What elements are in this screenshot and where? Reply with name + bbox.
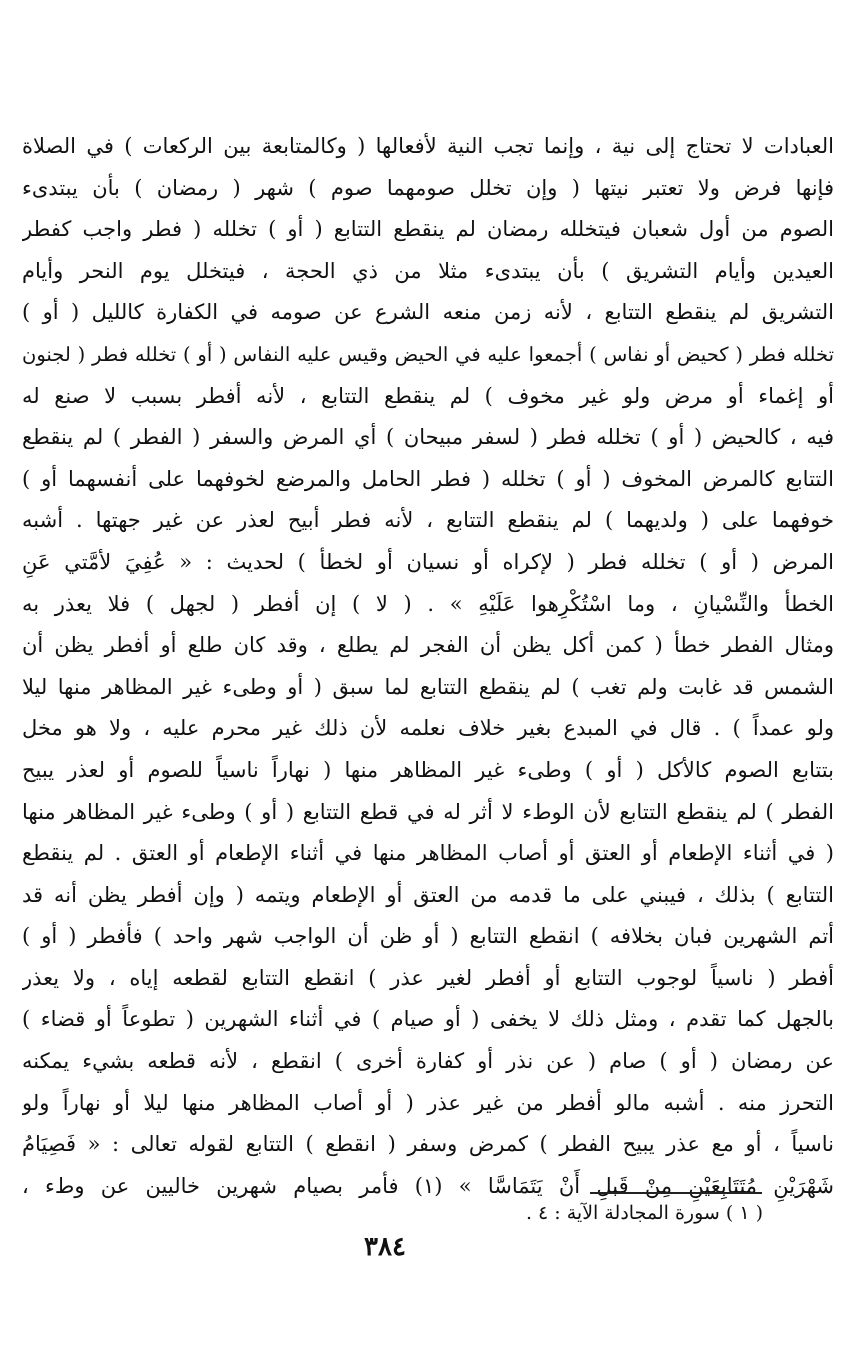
text-line: خوفهما على ( ولديهما ) لم ينقطع التتابع ، لأنه فطر أبيح لعذر عن غير جهتها . أشبه xyxy=(22,508,834,533)
page-number: ٣٨٤ xyxy=(364,1232,406,1262)
text-line: أو إغماء أو مرض ولو غير مخوف ) لم ينقطع التتابع ، لأنه أفطر بسبب لا صنع له xyxy=(22,383,834,408)
text-line: الخطأ والنِّسْيانِ ، وما اسْتُكْرِهوا عَلَيْهِ » . ( لا ) إن أفطر ( لجهل ) فلا يعذر به xyxy=(22,591,834,616)
body-text xyxy=(22,126,834,1207)
text-line: شَهْرَيْنِ مُتَتَابِعَيْنِ مِنْ قَبلِ أَنْ يَتَمَاسَّا » (١) فأمر بصيام شهرين خاليين عن وطء ، xyxy=(22,1173,834,1198)
text-line: ( في أثناء الإطعام أو العتق أو أصاب المظاهر منها في أثناء الإطعام أو العتق . لم ينقطع xyxy=(22,841,834,866)
text-line: أتم الشهرين فبان بخلافه ) انقطع التتابع ( أو ظن أن الواجب شهر واحد ) فأفطر ( أو ) xyxy=(22,924,834,949)
text-line: بتتابع الصوم كالأكل ( أو ) وطىء غير المظاهر منها ( نهاراً ناسياً للصوم أو لعذر يبيح xyxy=(22,757,834,782)
text-line: التحرز منه . أشبه مالو أفطر من غير عذر ( أو أصاب المظاهر منها ليلا أو نهاراً ولو xyxy=(22,1090,834,1115)
text-line: بالجهل كما تقدم ، ومثل ذلك لا يخفى ( أو صيام ) في أثناء الشهرين ( تطوعاً أو قضاء ) xyxy=(22,1007,834,1032)
footnote: ( ١ ) سورة المجادلة الآية : ٤ . xyxy=(525,1202,763,1224)
footnote-divider xyxy=(590,1192,762,1194)
text-line: فإنها فرض ولا تعتبر نيتها ( وإن تخلل صومهما صوم ) شهر ( رمضان ) بأن يبتدىء xyxy=(22,175,834,200)
text-line: الشمس قد غابت ولم تغب ) لم ينقطع التتابع لما سبق ( أو وطىء غير المظاهر منها ليلا xyxy=(22,674,834,699)
text-line: ومثال الفطر خطأ ( كمن أكل يظن أن الفجر لم يطلع ، وقد كان طلع أو أفطر يظن أن xyxy=(22,633,834,658)
text-line: عن رمضان ( أو ) صام ( عن نذر أو كفارة أخرى ) انقطع ، لأنه قطعه بشيء يمكنه xyxy=(22,1049,834,1074)
text-line: الصوم من أول شعبان فيتخلله رمضان لم ينقطع التتابع ( أو ) تخلله ( فطر واجب كفطر xyxy=(22,217,834,242)
text-line: التتابع كالمرض المخوف ( أو ) تخلله ( فطر الحامل والمرضع لخوفهما على أنفسهما أو ) xyxy=(22,466,834,491)
text-line: العيدين وأيام التشريق ) بأن يبتدىء مثلا من ذي الحجة ، فيتخلل يوم النحر وأيام xyxy=(22,258,834,283)
text-line: ولو عمداً ) . قال في المبدع بغير خلاف نعلمه لأن ذلك غير محرم عليه ، ولا هو مخل xyxy=(22,716,834,741)
text-line: المرض ( أو ) تخلله فطر ( لإكراه أو نسيان أو لخطأ ) لحديث : « عُفِيَ لأمَّتي عَنِ xyxy=(22,549,834,574)
text-line: ناسياً ، أو مع عذر يبيح الفطر ) كمرض وسفر ( انقطع ) التتابع لقوله تعالى : « فَصِيَامُ xyxy=(22,1132,834,1157)
text-line: الفطر ) لم ينقطع التتابع لأن الوطء لا أثر له في قطع التتابع ( أو ) وطىء غير المظاهر منها xyxy=(22,799,834,824)
text-line: العبادات لا تحتاج إلى نية ، وإنما تجب النية لأفعالها ( وكالمتابعة بين الركعات ) في الصلاة xyxy=(22,134,834,158)
text-line: تخلله فطر ( كحيض أو نفاس ) أجمعوا عليه في الحيض وقيس عليه النفاس ( أو ) تخلله فطر ( لجنون xyxy=(22,342,834,366)
text-line: التتابع ) بذلك ، فيبني على ما قدمه من العتق أو الإطعام ويتمه ( وإن أفطر يظن أنه قد xyxy=(22,882,834,907)
text-line: التشريق لم ينقطع التتابع ، لأنه زمن منعه الشرع عن صومه في الكفارة كالليل ( أو ) xyxy=(22,300,834,325)
text-line: أفطر ( ناسياً لوجوب التتابع أو أفطر لغير عذر ) انقطع التتابع لقطعه إياه ، ولا يعذر xyxy=(22,965,834,990)
text-line: فيه ، كالحيض ( أو ) تخلله فطر ( لسفر مبيحان ) أي المرض والسفر ( الفطر ) لم ينقطع xyxy=(22,425,834,450)
